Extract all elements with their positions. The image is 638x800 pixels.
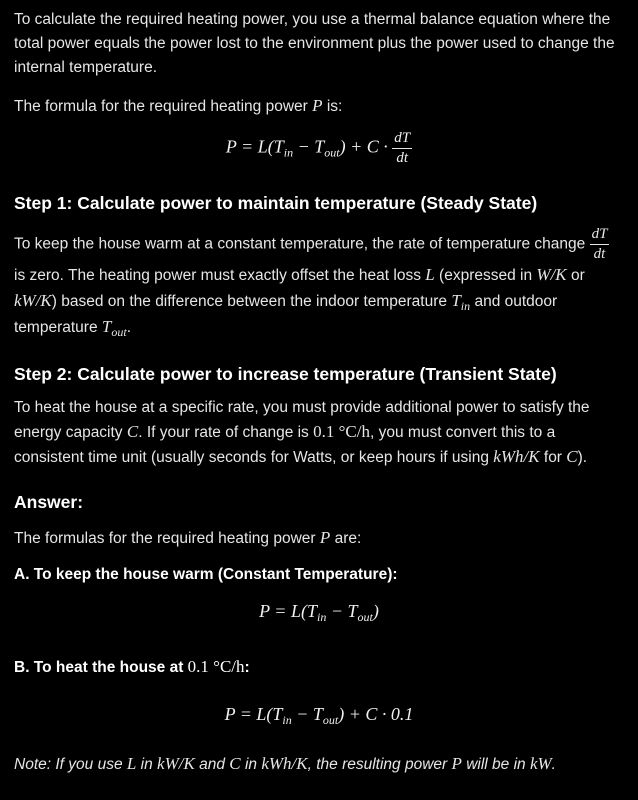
formula-intro-tail: is: bbox=[322, 98, 343, 115]
var-p: P bbox=[312, 96, 323, 115]
step2-heading: Step 2: Calculate power to increase temperature (Transient State) bbox=[14, 364, 557, 384]
intro-paragraph: To calculate the required heating power, you use a thermal balance equation where the total power equals the power lost to the environment plus the power used to change the internal temperature. bbox=[14, 11, 615, 76]
note: Note: If you use L in kW/K and C in kWh/K, the resulting power P will be in kW. bbox=[14, 754, 556, 773]
equation-b: $P = L(T_{in} - T_{out}) + C \cdot 0.1$ bbox=[224, 704, 414, 727]
answer-intro: The formulas for the required heating power P are: bbox=[14, 528, 362, 547]
derivative-fraction: $\frac{dT}{dt}$ bbox=[394, 130, 411, 166]
answer-heading: Answer: bbox=[14, 492, 84, 512]
part-a-label: A. To keep the house warm (Constant Temperature): bbox=[14, 566, 398, 583]
equation-a: $P = L(T_{in} - T_{out})$ bbox=[259, 601, 379, 624]
part-b-label: B. To heat the house at 0.1 °C/h: bbox=[14, 657, 250, 676]
formula-intro-text: The formula for the required heating power bbox=[14, 98, 313, 115]
step2-paragraph: To heat the house at a specific rate, you must provide additional power to satisfy the energy capacity C. If your rate of change is 0.1 °C/h, you must convert this to a consistent time unit (usually seconds for Watts, or keep hours if using kWh/K for C). bbox=[14, 399, 590, 466]
step1-fraction: $\frac{dT}{dt}$ bbox=[591, 226, 608, 262]
formula-intro bbox=[14, 94, 624, 119]
main-equation: $P = L(T_{in} - T_{out}) + C$ · $\frac{dT}{dt}$ bbox=[225, 130, 411, 166]
step1-heading: Step 1: Calculate power to maintain temperature (Steady State) bbox=[14, 193, 538, 213]
step1-paragraph: To keep the house warm at a constant temperature, the rate of temperature change $\frac{dT}{dt}$ is zero. The heating power must exactly offset the heat loss L (expressed in W/K or kW/K) based on the difference between the indoor temperature $T_{in}$ and outdoor temperature $T_{out}$. bbox=[14, 226, 608, 339]
